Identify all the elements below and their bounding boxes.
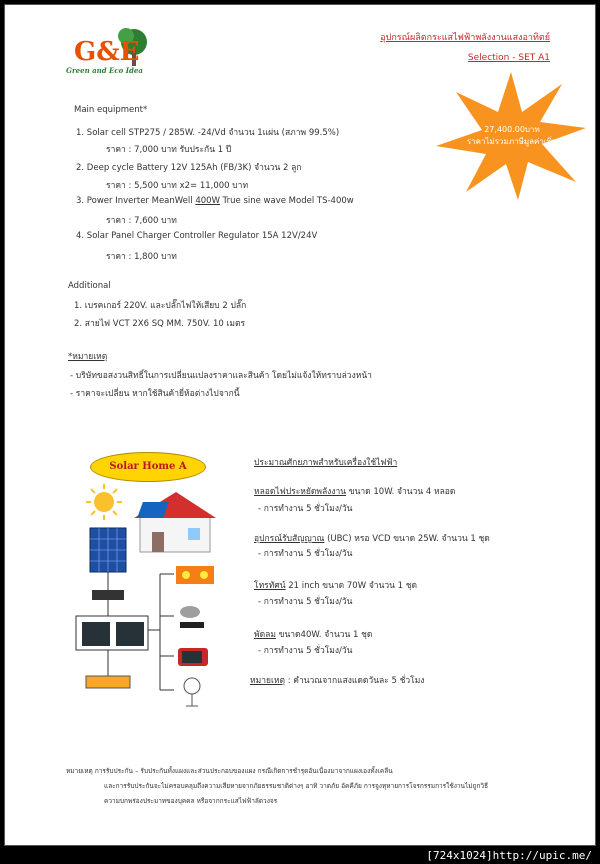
notes-heading: *หมายเหตุ (68, 352, 108, 362)
appliance-line (254, 578, 417, 592)
appliance-usage: - การทำงาน 5 ชั่วโมง/วัน (258, 597, 353, 607)
additional-item: 1. เบรคเกอร์ 220V. และปลั๊กไฟให้เสียบ 2 ปลั๊ก (74, 301, 247, 311)
solar-panel-icon (90, 528, 126, 572)
television-icon (178, 648, 208, 666)
appliance-line (254, 627, 372, 641)
total-price: 27,400.00บาท (484, 125, 540, 134)
satellite-dish-icon (180, 606, 204, 628)
appliance-usage: - การทำงาน 5 ชั่วโมง/วัน (258, 646, 353, 656)
inverter-wattage: 400W (195, 196, 220, 206)
image-host-bar (0, 848, 600, 864)
note-item: - ราคาจะเปลี่ยน หากใช้สินค้ายี่ห้อต่างไปจากนี้ (70, 389, 240, 399)
calc-remark-label: หมายเหตุ (250, 676, 285, 686)
equipment-price: ราคา : 7,600 บาท (106, 216, 177, 226)
equipment-item: 2. Deep cycle Battery 12V 125Ah (FB/3K) จำนวน 2 ลูก (76, 163, 302, 173)
appliance-spec: ขนาด40W. จำนวน 1 ชุด (275, 630, 373, 640)
battery-bank-icon (76, 616, 148, 650)
appliance-spec: 21 inch ขนาด 70W จำนวน 1 ชุด (285, 581, 418, 591)
additional-item: 2. สายไฟ VCT 2X6 SQ MM. 750V. 10 เมตร (74, 319, 246, 329)
calc-remark (250, 673, 424, 687)
inverter-icon (86, 676, 130, 688)
logo-letters: G&E (74, 37, 140, 67)
appliance-line (254, 484, 455, 498)
equipment-item: 4. Solar Panel Charger Controller Regulator 15A 12V/24V (76, 231, 318, 241)
price-note: ราคาไม่รวมภาษีมูลค่าเพิ่ม (466, 137, 558, 146)
appliance-spec: ขนาด 10W. จำนวน 4 หลอด (346, 487, 456, 497)
solar-system-diagram (70, 480, 240, 710)
equipment-price: ราคา : 7,000 บาท รับประกัน 1 ปี (106, 145, 232, 155)
appliance-name: อุปกรณ์รับสัญญาณ (254, 534, 325, 544)
equipment-price: ราคา : 5,500 บาท x2= 11,000 บาท (106, 181, 249, 191)
appliance-line (254, 531, 490, 545)
warranty-line: หมายเหตุ การรับประกัน – รับประกันทั้งแผงและส่วนประกอบของแผง กรณีเกิดการชำรุดอันเนื่องมาจากแผงเองทั้งเคลีน (66, 767, 393, 775)
additional-heading: Additional (68, 281, 111, 291)
warranty-line: และการรับประกันจะไม่ครอบคลุมถึงความเสียหายจากภัยธรรมชาติต่างๆ อาทิ วาตภัย อัคคีภัย การจูงทุหายการโจรกรรมการใช้งานไม่ถูกวิธี (104, 782, 489, 790)
main-equipment-heading: Main equipment* (74, 105, 148, 115)
fan-icon (184, 678, 200, 706)
equipment-item-part: True sine wave Model TS-400w (219, 196, 354, 206)
sun-icon (86, 484, 122, 520)
solar-home-label: Solar Home A (90, 452, 206, 482)
document-title: อุปกรณ์ผลิตกระแสไฟฟ้าพลังงานแสงอาทิตย์ (380, 33, 550, 43)
logo-caption: Green and Eco Idea (66, 66, 143, 75)
appliance-name: โทรทัศน์ (254, 581, 286, 591)
lamp-icon (176, 566, 214, 584)
equipment-price: ราคา : 1,800 บาท (106, 252, 177, 262)
charge-controller-icon (92, 590, 124, 600)
note-item: - บริษัทขอสงวนสิทธิ์ในการเปลี่ยนแปลงราคาและสินค้า โดยไม่แจ้งให้ทราบล่วงหน้า (70, 371, 372, 381)
appliance-usage: - การทำงาน 5 ชั่วโมง/วัน (258, 549, 353, 559)
price-star-text (452, 124, 572, 148)
appliance-name: พัดลม (254, 630, 276, 640)
calc-remark-text: : คำนวณจากแสงแดดวันละ 5 ชั่วโมง (285, 676, 425, 686)
appliance-name: หลอดไฟประหยัดพลังงาน (254, 487, 347, 497)
equipment-item-part: 3. Power Inverter MeanWell (76, 196, 196, 206)
warranty-line: ความบกพร่องประมาทของบุคคล หรือจากกระแสไฟฟ้าลัดวงจร (104, 797, 278, 805)
appliance-spec: (UBC) หรอ VCD ขนาด 25W. จำนวน 1 ชุด (324, 534, 490, 544)
equipment-item (76, 196, 354, 206)
appliance-usage: - การทำงาน 5 ชั่วโมง/วัน (258, 504, 353, 514)
equipment-item: 1. Solar cell STP275 / 285W. -24/Vd จำนวน 1แผ่น (สภาพ 99.5%) (76, 128, 340, 138)
capacity-heading: ประมาณศักยภาพสำหรับเครื่องใช้ไฟฟ้า (254, 458, 398, 468)
selection-label: Selection - SET A1 (467, 53, 550, 63)
watermark-text: [724x1024]http://upic.me/ (426, 849, 592, 862)
